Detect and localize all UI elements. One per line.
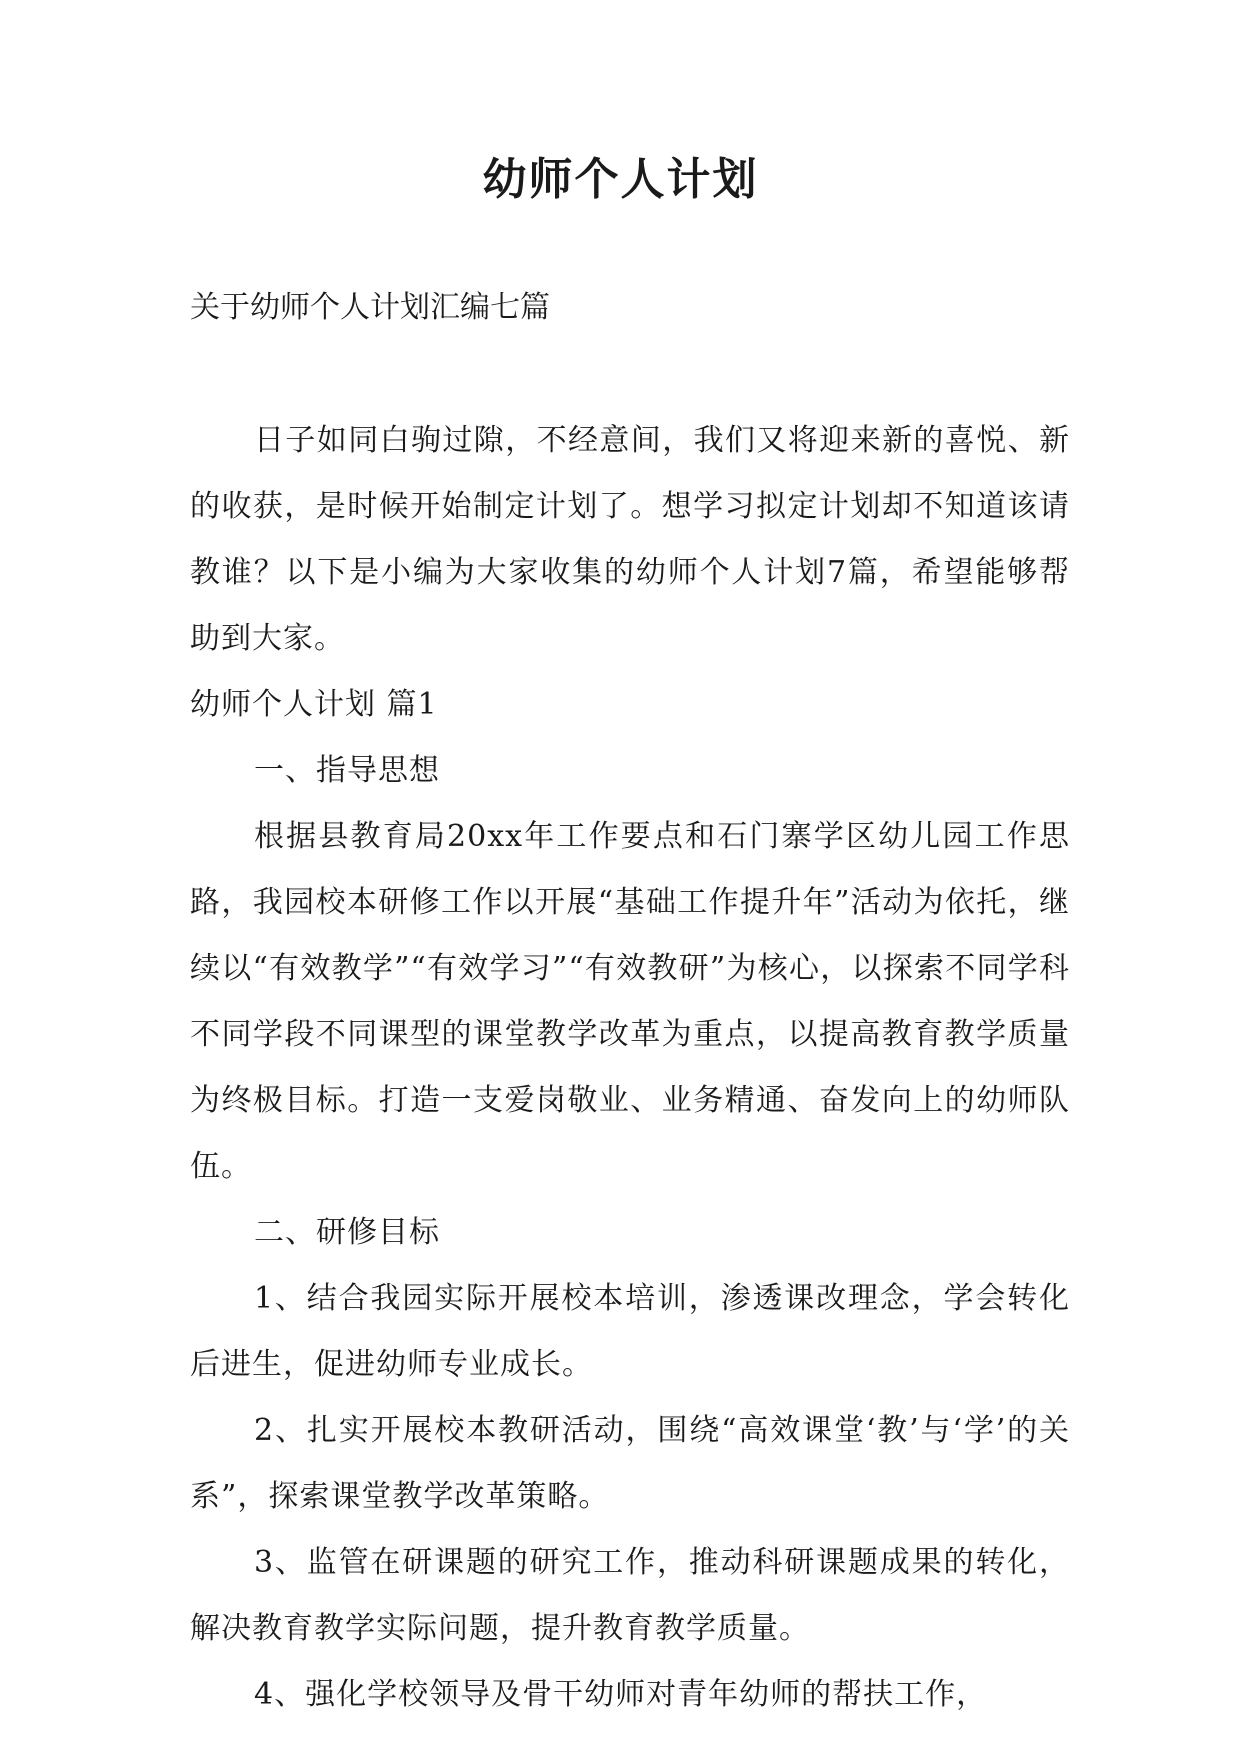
intro-paragraph: 日子如同白驹过隙，不经意间，我们又将迎来新的喜悦、新的收获，是时候开始制定计划了。想学习拟定计划却不知道该请教谁？以下是小编为大家收集的幼师个人计划7篇，希望能够帮助到大家。 xyxy=(190,423,1070,656)
document-title: 幼师个人计划 xyxy=(482,154,759,205)
goal-item-3: 3、监管在研课题的研究工作，推动科研课题成果的转化，解决教育教学实际问题，提升教育教学质量。 xyxy=(190,1545,1070,1646)
goal-item-2: 2、扎实开展校本教研活动，围绕“高效课堂‘教’与‘学’的关系”，探索课堂教学改革策略。 xyxy=(190,1413,1070,1514)
guiding-ideology-paragraph: 根据县教育局20xx年工作要点和石门寨学区幼儿园工作思路，我园校本研修工作以开展“基础工作提升年”活动为依托，继续以“有效教学”“有效学习”“有效教研”为核心，以探索不同学科不同学段不同课型的课堂教学改革为重点，以提高教育教学质量为终极目标。打造一支爱岗敬业、业务精通、奋发向上的幼师队伍。 xyxy=(190,819,1070,1184)
heading-research-goals: 二、研修目标 xyxy=(254,1215,440,1250)
goal-item-1: 1、结合我园实际开展校本培训，渗透课改理念，学会转化后进生，促进幼师专业成长。 xyxy=(190,1281,1070,1382)
document-body xyxy=(190,408,1070,1728)
heading-guiding-ideology: 一、指导思想 xyxy=(254,753,440,788)
goal-item-4: 4、强化学校领导及骨干幼师对青年幼师的帮扶工作， xyxy=(254,1677,988,1712)
document-subtitle: 关于幼师个人计划汇编七篇 xyxy=(190,290,550,325)
section-heading-plan-1: 幼师个人计划 篇1 xyxy=(190,687,438,722)
